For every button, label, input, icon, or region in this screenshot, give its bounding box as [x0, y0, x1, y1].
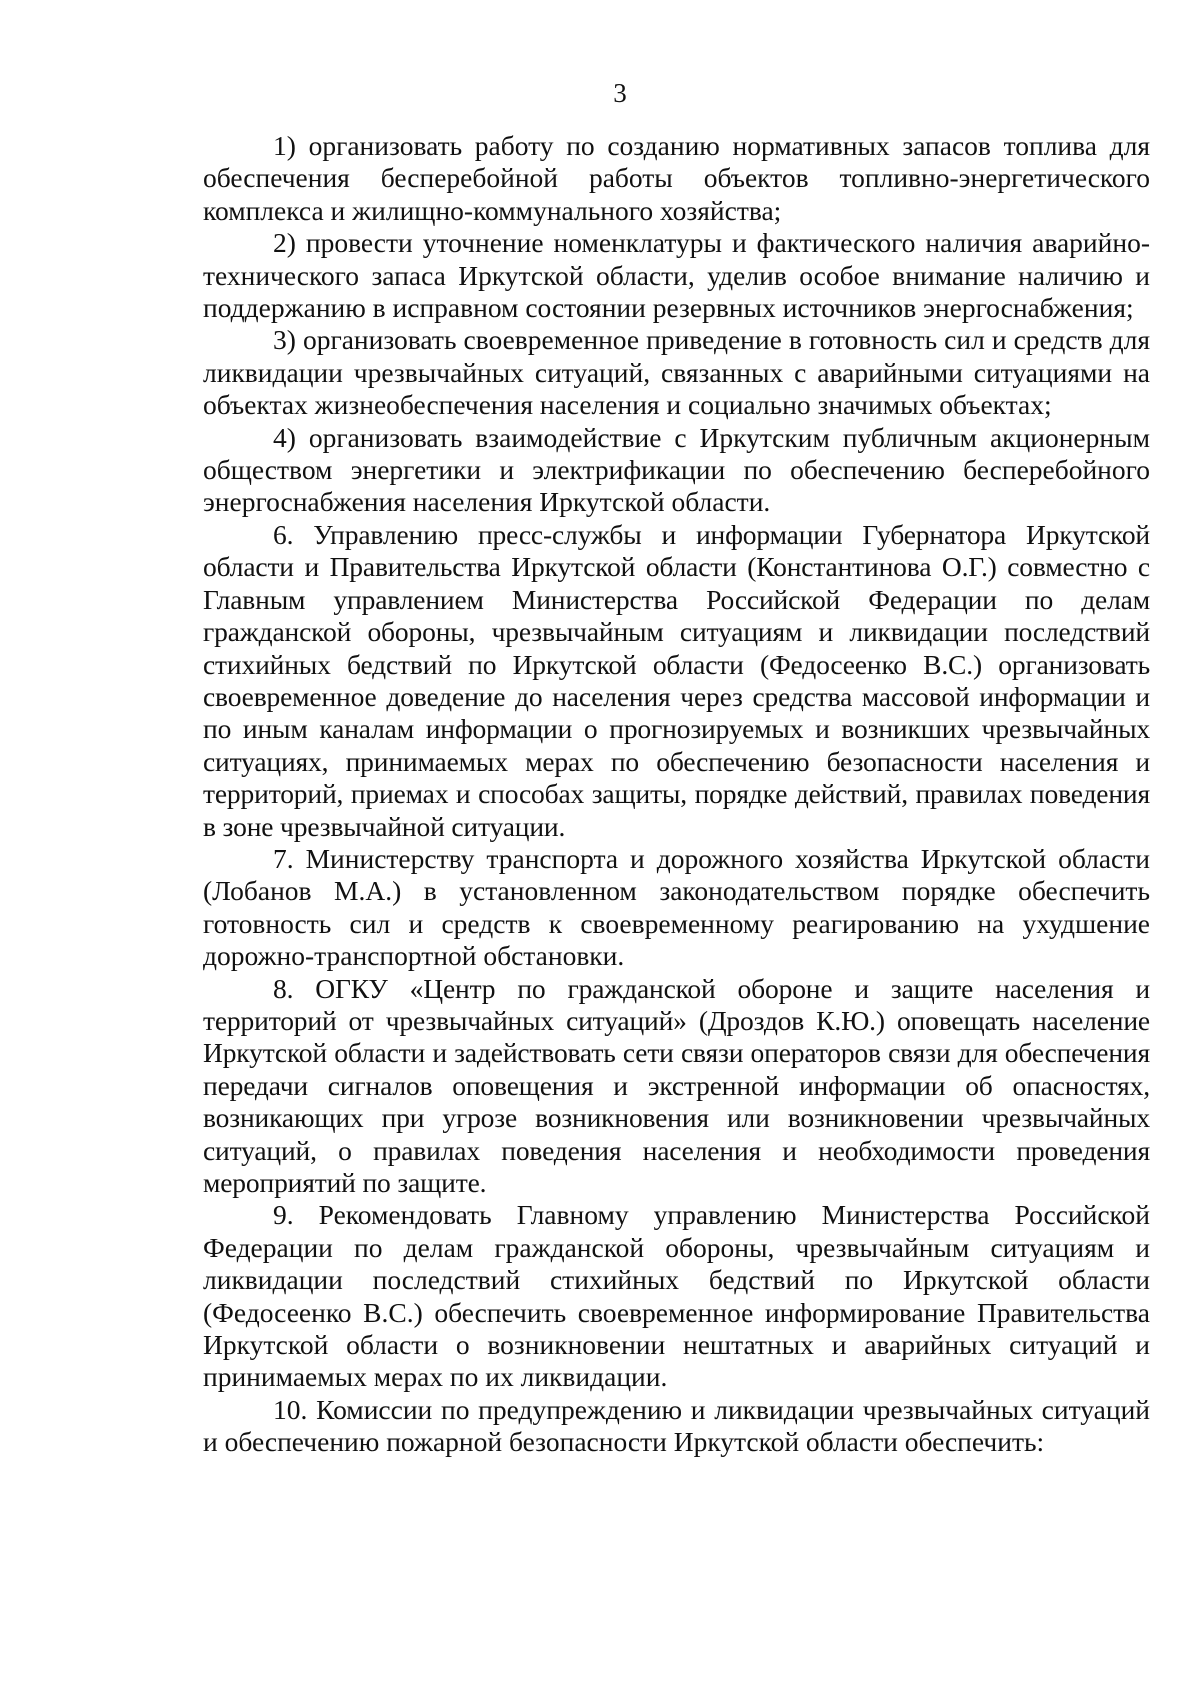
paragraph-section-7: 7. Министерству транспорта и дорожного хозяйства Иркутской области (Лобанов М.А.) в установленном законодательством порядке обеспечить готовность сил и средств к своевременному реагированию на ухудшение дорожно-транспортной обстановки. [203, 842, 1150, 972]
paragraph-section-9: 9. Рекомендовать Главному управлению Министерства Российской Федерации по делам гражданской обороны, чрезвычайным ситуациям и ликвидации последствий стихийных бедствий по Иркутской области (Федосеенко В.С.) обеспечить своевременное информирование Правительства Иркутской области о возникновении нештатных и аварийных ситуаций и принимаемых мерах по их ликвидации. [203, 1199, 1150, 1393]
paragraph-item-2: 2) провести уточнение номенклатуры и фактического наличия аварийно-технического запаса Иркутской области, уделив особое внимание наличию и поддержанию в исправном состоянии резервных источников энергоснабжения; [203, 227, 1150, 324]
paragraph-section-6: 6. Управлению пресс-службы и информации Губернатора Иркутской области и Правительства Иркутской области (Константинова О.Г.) совместно с Главным управлением Министерства Российской Федерации по делам гражданской обороны, чрезвычайным ситуациям и ликвидации последствий стихийных бедствий по Иркутской области (Федосеенко В.С.) организовать своевременное доведение до населения через средства массовой информации и по иным каналам информации о прогнозируемых и возникших чрезвычайных ситуациях, принимаемых мерах по обеспечению безопасности населения и территорий, приемах и способах защиты, порядке действий, правилах поведения в зоне чрезвычайной ситуации. [203, 518, 1150, 842]
paragraph-section-10: 10. Комиссии по предупреждению и ликвидации чрезвычайных ситуаций и обеспечению пожарной безопасности Иркутской области обеспечить: [203, 1393, 1150, 1458]
paragraph-section-8: 8. ОГКУ «Центр по гражданской обороне и защите населения и территорий от чрезвычайных ситуаций» (Дроздов К.Ю.) оповещать население Иркутской области и задействовать сети связи операторов связи для обеспечения передачи сигналов оповещения и экстренной информации об опасностях, возникающих при угрозе возникновения или возникновении чрезвычайных ситуаций, о правилах поведения населения и необходимости проведения мероприятий по защите. [203, 972, 1150, 1198]
paragraph-item-3: 3) организовать своевременное приведение в готовность сил и средств для ликвидации чрезвычайных ситуаций, связанных с аварийными ситуациями на объектах жизнеобеспечения населения и социально значимых объектах; [203, 324, 1150, 421]
paragraph-item-1: 1) организовать работу по созданию нормативных запасов топлива для обеспечения бесперебойной работы объектов топливно-энергетического комплекса и жилищно-коммунального хозяйства; [203, 130, 1150, 226]
document-body [203, 130, 1150, 1459]
paragraph-item-4: 4) организовать взаимодействие с Иркутским публичным акционерным обществом энергетики и электрификации по обеспечению бесперебойного энергоснабжения населения Иркутской области. [203, 421, 1150, 518]
page-number: 3 [613, 78, 627, 108]
